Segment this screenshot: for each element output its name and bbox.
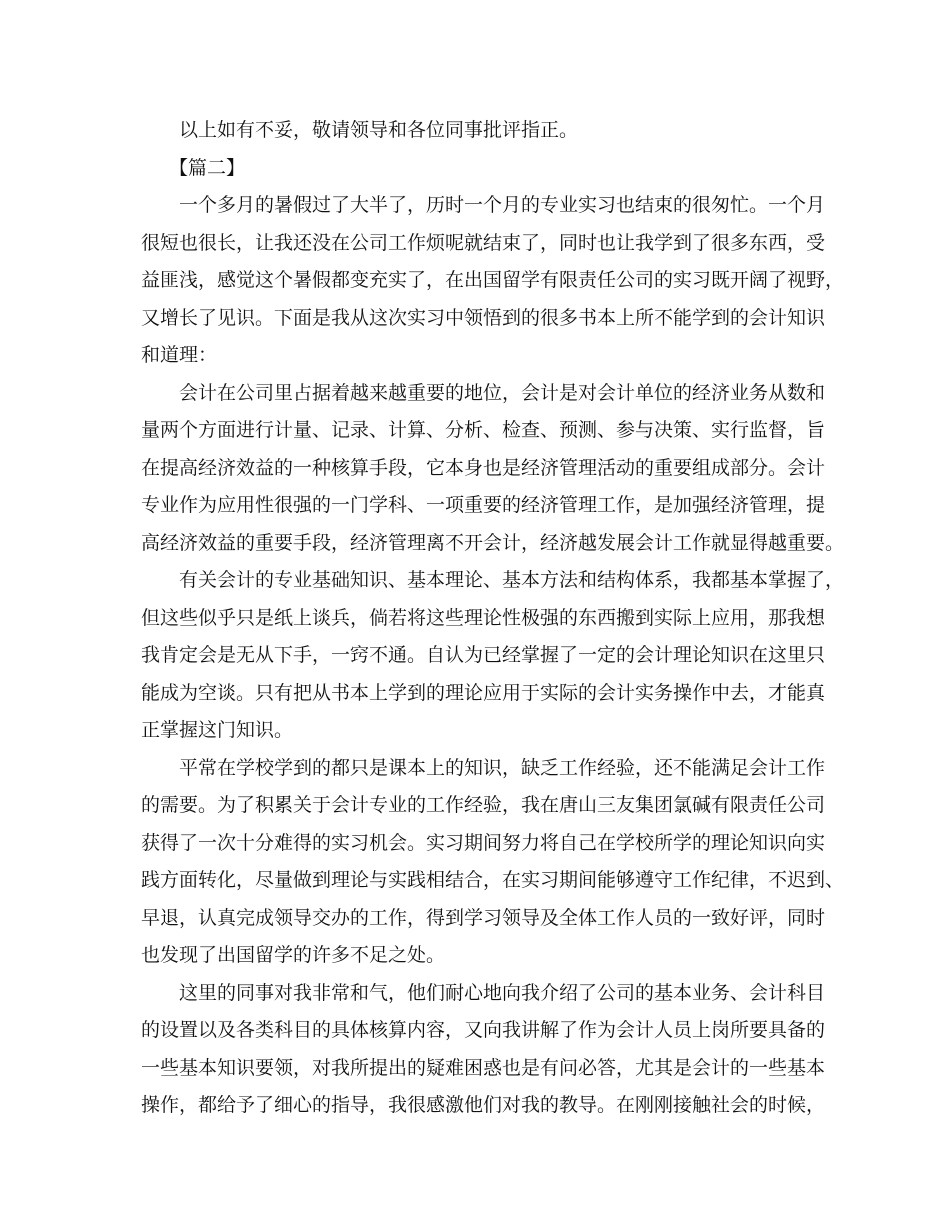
paragraph-line: 高经济效益的重要手段，经济管理离不开会计，经济越发展会计工作就显得越重要。 xyxy=(141,531,845,554)
paragraph-line: 量两个方面进行计量、记录、计算、分析、检查、预测、参与决策、实行监督，旨 xyxy=(141,419,826,441)
paragraph-line: 会计在公司里占据着越来越重要的地位，会计是对会计单位的经济业务从数和 xyxy=(179,381,826,404)
paragraph-line: 和道理： xyxy=(141,344,218,366)
paragraph-line: 在提高经济效益的一种核算手段，它本身也是经济管理活动的重要组成部分。会计 xyxy=(141,456,826,479)
paragraph-line: 但这些似乎只是纸上谈兵，倘若将这些理论性极强的东西搬到实际上应用，那我想 xyxy=(141,606,826,629)
paragraph-line: 正掌握这门知识。 xyxy=(141,719,294,741)
paragraph-line: 能成为空谈。只有把从书本上学到的理论应用于实际的会计实务操作中去，才能真 xyxy=(141,681,826,704)
paragraph-line: 早退，认真完成领导交办的工作，得到学习领导及全体工作人员的一致好评，同时 xyxy=(141,906,826,929)
paragraph-3 xyxy=(141,562,845,750)
closing-line: 以上如有不妥，敬请领导和各位同事批评指正。 xyxy=(179,119,579,141)
paragraph-line: 一些基本知识要领，对我所提出的疑难困惑也是有问必答，尤其是会计的一些基本 xyxy=(141,1056,826,1079)
paragraph-1 xyxy=(141,187,845,375)
paragraph-line: 操作，都给予了细心的指导，我很感激他们对我的教导。在刚刚接触社会的时候， xyxy=(141,1094,826,1116)
paragraph-line: 一个多月的暑假过了大半了，历时一个月的专业实习也结束的很匆忙。一个月 xyxy=(179,194,826,216)
paragraph-4 xyxy=(141,750,845,975)
paragraph-line: 践方面转化，尽量做到理论与实践相结合，在实习期间能够遵守工作纪律，不迟到、 xyxy=(141,869,845,891)
paragraph-line: 也发现了出国留学的许多不足之处。 xyxy=(141,944,446,966)
paragraph-line: 益匪浅，感觉这个暑假都变充实了，在出国留学有限责任公司的实习既开阔了视野， xyxy=(141,269,845,291)
paragraph-5 xyxy=(141,975,826,1125)
document-body xyxy=(141,112,845,1125)
paragraph-line: 这里的同事对我非常和气，他们耐心地向我介绍了公司的基本业务、会计科目 xyxy=(179,981,826,1004)
paragraph-line: 的需要。为了积累关于会计专业的工作经验，我在唐山三友集团氯碱有限责任公司 xyxy=(141,794,826,816)
paragraph-line: 我肯定会是无从下手，一窍不通。自认为已经掌握了一定的会计理论知识在这里只 xyxy=(141,644,826,666)
paragraph-line: 又增长了见识。下面是我从这次实习中领悟到的很多书本上所不能学到的会计知识 xyxy=(141,306,826,329)
paragraph-line: 专业作为应用性很强的一门学科、一项重要的经济管理工作，是加强经济管理，提 xyxy=(141,494,826,516)
paragraph-line: 获得了一次十分难得的实习机会。实习期间努力将自己在学校所学的理论知识向实 xyxy=(141,831,826,854)
paragraph-line: 的设置以及各类科目的具体核算内容，又向我讲解了作为会计人员上岗所要具备的 xyxy=(141,1019,826,1041)
section-heading: 【篇二】 xyxy=(169,156,246,179)
paragraph-line: 有关会计的专业基础知识、基本理论、基本方法和结构体系，我都基本掌握了， xyxy=(179,569,845,591)
paragraph-2 xyxy=(141,375,845,563)
paragraph-line: 很短也很长，让我还没在公司工作烦呢就结束了，同时也让我学到了很多东西，受 xyxy=(141,231,826,254)
paragraph-line: 平常在学校学到的都只是课本上的知识，缺乏工作经验，还不能满足会计工作 xyxy=(179,756,826,779)
